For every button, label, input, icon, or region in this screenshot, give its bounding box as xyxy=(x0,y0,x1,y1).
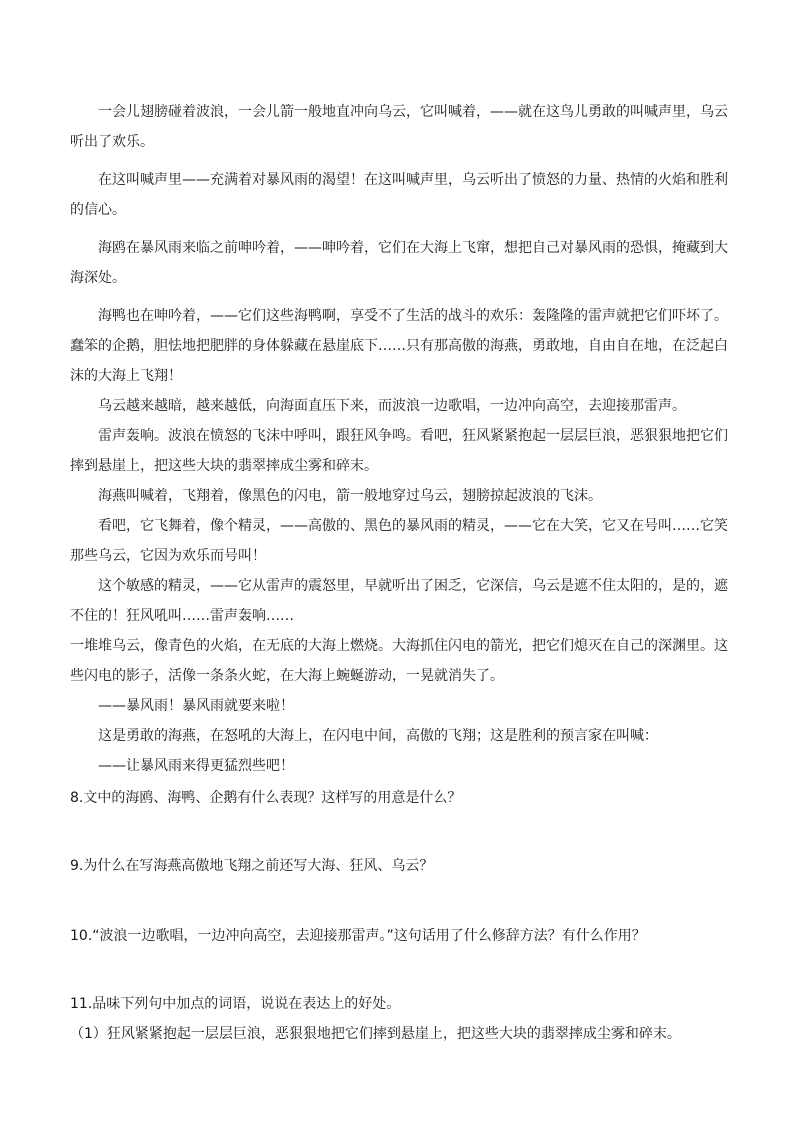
paragraph-10: 一堆堆乌云，像青色的火焰，在无底的大海上燃烧。大海抓住闪电的箭光，把它们熄灭在自己的深渊里。这些闪电的影子，活像一条条火蛇，在大海上蜿蜒游动，一晃就消失了。 xyxy=(70,638,728,684)
paragraph-8: 看吧，它飞舞着，像个精灵，——高傲的、黑色的暴风雨的精灵，——它在大笑，它又在号叫……它笑那些乌云，它因为欢乐而号叫！ xyxy=(70,518,728,564)
question-10: 10.“波浪一边歌唱，一边冲向高空，去迎接那雷声。”这句话用了什么修辞方法？有什么作用？ xyxy=(70,928,646,944)
paragraph-5: 乌云越来越暗，越来越低，向海面直压下来，而波浪一边歌唱，一边冲向高空，去迎接那雷声。 xyxy=(98,398,686,414)
paragraph-13: ——让暴风雨来得更猛烈些吧！ xyxy=(98,758,294,774)
question-8: 8.文中的海鸥、海鸭、企鹅有什么表现？这样写的用意是什么？ xyxy=(70,790,462,806)
question-11-item-1: （1）狂风紧紧抱起一层层巨浪，恶狠狠地把它们摔到悬崖上，把这些大块的翡翠摔成尘雾和碎末。 xyxy=(70,1026,681,1042)
paragraph-9: 这个敏感的精灵，——它从雷声的震怒里，早就听出了困乏，它深信，乌云是遮不住太阳的，是的，遮不住的！狂风吼叫……雷声轰响…… xyxy=(70,578,728,624)
paragraph-6: 雷声轰响。波浪在愤怒的飞沫中呼叫，跟狂风争鸣。看吧，狂风紧紧抱起一层层巨浪，恶狠狠地把它们摔到悬崖上，把这些大块的翡翠摔成尘雾和碎末。 xyxy=(70,428,728,474)
reading-passage xyxy=(70,97,730,1049)
paragraph-3: 海鸥在暴风雨来临之前呻吟着，——呻吟着，它们在大海上飞窜，想把自己对暴风雨的恐惧，掩藏到大海深处。 xyxy=(70,240,728,286)
paragraph-2: 在这叫喊声里——充满着对暴风雨的渴望！在这叫喊声里，乌云听出了愤怒的力量、热情的火焰和胜利的信心。 xyxy=(70,172,728,218)
paragraph-1: 一会儿翅膀碰着波浪，一会儿箭一般地直冲向乌云，它叫喊着，——就在这鸟儿勇敢的叫喊声里，乌云听出了欢乐。 xyxy=(70,104,728,150)
paragraph-12: 这是勇敢的海燕，在怒吼的大海上，在闪电中间，高傲的飞翔；这是胜利的预言家在叫喊： xyxy=(98,728,658,744)
paragraph-11: ——暴风雨！暴风雨就要来啦！ xyxy=(98,698,294,714)
question-9: 9.为什么在写海燕高傲地飞翔之前还写大海、狂风、乌云？ xyxy=(70,858,434,874)
paragraph-4: 海鸭也在呻吟着，——它们这些海鸭啊，享受不了生活的战斗的欢乐：轰隆隆的雷声就把它们吓坏了。蠢笨的企鹅，胆怯地把肥胖的身体躲藏在悬崖底下……只有那高傲的海燕，勇敢地，自由自在地，在泛起白沫的大海上飞翔！ xyxy=(70,308,728,384)
paragraph-7: 海燕叫喊着，飞翔着，像黑色的闪电，箭一般地穿过乌云，翅膀掠起波浪的飞沫。 xyxy=(98,488,602,504)
question-11: 11.品味下列句中加点的词语，说说在表达上的好处。 xyxy=(70,996,401,1012)
